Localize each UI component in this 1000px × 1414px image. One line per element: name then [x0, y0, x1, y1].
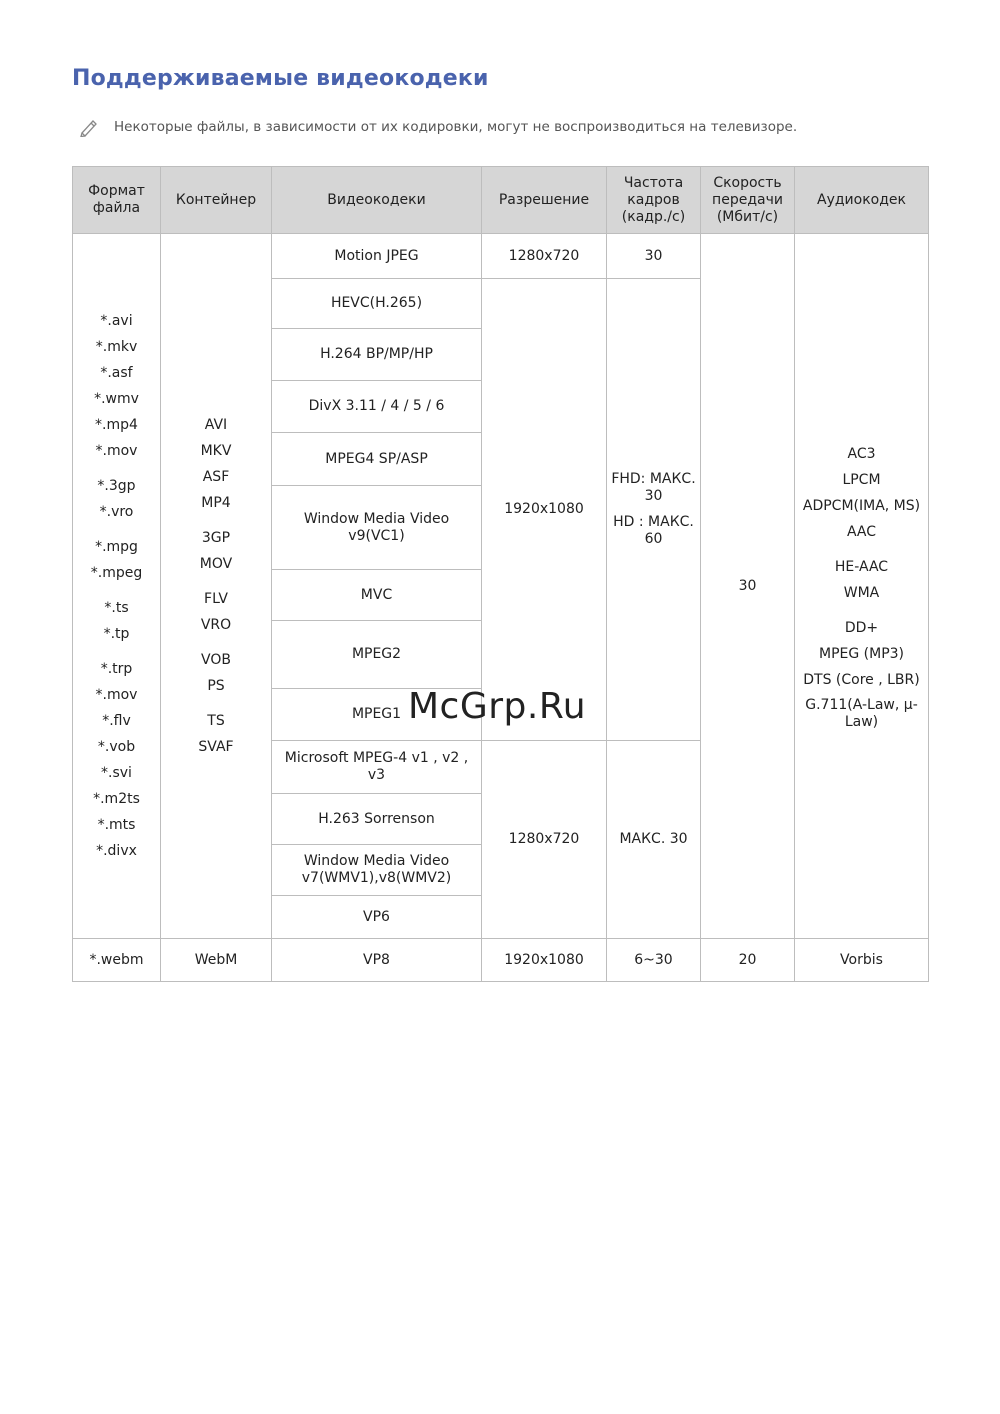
format-item: *.asf: [100, 365, 133, 381]
container-list-cell: [161, 234, 272, 939]
container-item: PS: [207, 678, 225, 694]
format-group: [77, 595, 156, 647]
watermark: McGrp.Ru: [408, 686, 587, 727]
container-group: [165, 412, 267, 516]
resolution-cell: 1920x1080: [482, 939, 607, 982]
codec-cell: Motion JPEG: [272, 234, 482, 279]
container-list: [165, 412, 267, 760]
format-item: *.wmv: [94, 391, 139, 407]
audio-item: LPCM: [842, 472, 881, 488]
video-codecs-table: [72, 166, 929, 982]
header-bitrate: Скорость передачи (Мбит/с): [701, 167, 795, 234]
format-item: *.divx: [96, 843, 137, 859]
format-group: [77, 308, 156, 464]
container-cell: WebM: [161, 939, 272, 982]
codec-cell: VP8: [272, 939, 482, 982]
container-group: [165, 647, 267, 699]
format-item: *.mp4: [95, 417, 138, 433]
codec-cell: VP6: [272, 896, 482, 939]
container-group: [165, 708, 267, 760]
fps-block: [611, 471, 696, 548]
format-item: *.mts: [97, 817, 136, 833]
bitrate-cell: 30: [701, 234, 795, 939]
audio-item: AC3: [847, 446, 876, 462]
format-item: *.trp: [100, 661, 133, 677]
codec-cell: HEVC(H.265): [272, 279, 482, 329]
container-group: [165, 525, 267, 577]
audio-item: G.711(A-Law, μ-Law): [805, 697, 918, 730]
container-item: MP4: [201, 495, 231, 511]
codec-cell: H.263 Sorrenson: [272, 794, 482, 845]
container-group: [165, 586, 267, 638]
format-item: *.tp: [103, 626, 130, 642]
audio-group: [799, 441, 924, 545]
container-item: SVAF: [198, 739, 234, 755]
codec-cell: Window Media Video v9(VC1): [272, 486, 482, 570]
resolution-cell: 1920x1080: [482, 279, 607, 741]
codec-cell: DivX 3.11 / 4 / 5 / 6: [272, 381, 482, 433]
audio-list-cell: [795, 234, 929, 939]
audio-item: MPEG (MP3): [818, 646, 905, 662]
codec-cell: Window Media Video v7(WMV1),v8(WMV2): [272, 845, 482, 896]
codec-cell: Microsoft MPEG-4 v1 , v2 , v3: [272, 741, 482, 794]
codec-cell: MVC: [272, 570, 482, 621]
audio-list: [799, 441, 924, 731]
resolution-cell: 1280x720: [482, 234, 607, 279]
audio-item: DD+: [844, 620, 879, 636]
format-item: *.mov: [95, 687, 138, 703]
fps-cell: 6~30: [607, 939, 701, 982]
format-item: *.m2ts: [93, 791, 140, 807]
format-group: [77, 656, 156, 864]
format-item: *.flv: [102, 713, 131, 729]
format-list-cell: [73, 234, 161, 939]
table-header-row: [73, 167, 929, 234]
pencil-icon: [78, 117, 100, 137]
container-item: VRO: [200, 617, 232, 633]
fps-cell: 30: [607, 234, 701, 279]
format-group: [77, 473, 156, 525]
table-row-webm: [73, 939, 929, 982]
fps-fhd: FHD: МАКС. 30: [611, 471, 696, 504]
format-item: *.vob: [97, 739, 136, 755]
header-format: Формат файла: [73, 167, 161, 234]
header-resolution: Разрешение: [482, 167, 607, 234]
resolution-cell: 1280x720: [482, 741, 607, 939]
fps-cell: МАКС. 30: [607, 741, 701, 939]
audio-item: ADPCM(IMA, MS): [802, 498, 921, 514]
header-codec: Видеокодеки: [272, 167, 482, 234]
audio-group: [799, 554, 924, 606]
format-item: *.3gp: [97, 478, 136, 494]
container-item: 3GP: [201, 530, 231, 546]
format-item: *.mpeg: [90, 565, 143, 581]
container-item: ASF: [202, 469, 230, 485]
format-item: *.mov: [95, 443, 138, 459]
audio-item: WMA: [843, 585, 880, 601]
format-item: *.vro: [99, 504, 134, 520]
fps-hd: HD : МАКС. 60: [613, 514, 694, 547]
format-cell: *.webm: [73, 939, 161, 982]
format-item: *.mkv: [95, 339, 138, 355]
bitrate-cell: 20: [701, 939, 795, 982]
audio-item: HE-AAC: [834, 559, 889, 575]
format-list: [77, 308, 156, 864]
header-audio: Аудиокодек: [795, 167, 929, 234]
audio-cell: Vorbis: [795, 939, 929, 982]
container-item: TS: [207, 713, 225, 729]
audio-item: DTS (Core , LBR): [803, 672, 920, 688]
format-item: *.mpg: [95, 539, 138, 555]
codec-cell: MPEG2: [272, 621, 482, 689]
container-item: FLV: [204, 591, 228, 607]
header-fps: Частота кадров (кадр./с): [607, 167, 701, 234]
format-item: *.ts: [104, 600, 129, 616]
format-group: [77, 534, 156, 586]
container-item: VOB: [201, 652, 231, 668]
table-row: [73, 234, 929, 279]
audio-group: [799, 615, 924, 731]
codec-cell: H.264 BP/MP/HP: [272, 329, 482, 381]
page-title: Поддерживаемые видеокодеки: [72, 66, 489, 91]
container-item: MKV: [200, 443, 232, 459]
container-item: AVI: [204, 417, 228, 433]
container-item: MOV: [199, 556, 233, 572]
format-item: *.avi: [100, 313, 133, 329]
format-item: *.svi: [101, 765, 132, 781]
note: [78, 117, 797, 137]
note-text: Некоторые файлы, в зависимости от их кодировки, могут не воспроизводиться на телевизоре.: [114, 119, 798, 135]
codec-cell: MPEG1: [272, 689, 482, 741]
codec-cell: MPEG4 SP/ASP: [272, 433, 482, 486]
audio-item: AAC: [846, 524, 877, 540]
header-container: Контейнер: [161, 167, 272, 234]
fps-cell: [607, 279, 701, 741]
